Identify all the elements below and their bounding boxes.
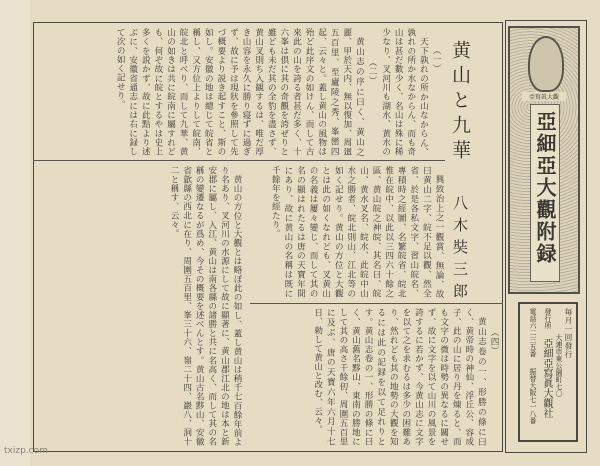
publication-title: 亞細亞大觀附録 bbox=[533, 111, 557, 265]
section-1-text bbox=[380, 28, 442, 156]
section-1-body: 天下孰れの所か山なからん、孰れの所か水なからん、而も奇山は甚だ數少く、名山は殊に稀少なり、叉河川も湖水、黄水の bbox=[380, 28, 429, 156]
section-2-text bbox=[38, 28, 378, 156]
postal-transfer: 振替大阪七一八番 bbox=[529, 368, 537, 424]
article-author: 八木奘三郎 bbox=[451, 195, 469, 305]
section-4-label: （四） bbox=[489, 328, 499, 355]
publisher-name: 亞細亞寫眞大觀社 bbox=[541, 338, 552, 418]
article-title: 黄山と九華 bbox=[449, 40, 471, 165]
lower-left-body: 黄山の方位と大觀とは略ぼ此の如し、蓋し黄山は稍千七百餘年前より名あり、叉河川の水源にして故に顯著に、黄山郡江北の地は本と新安郡に屬し、入江、黄山は南各縣の諸勝と共に名高く、而して其の名稱の變遷なるが爲め、今その概要を述べんとす。黄山古名黟山、安徽省歙縣の西北に在り、周圍五百里、峯三十六、嶺二十四、巖八、洞十二と稱す、云々。 bbox=[169, 166, 242, 446]
publication-frequency: 毎月一回發行 bbox=[564, 308, 573, 359]
publication-info-box bbox=[518, 302, 578, 442]
section-4-body: 黄山志卷の一、形勝の條に曰く、黄帝時の神仙、浮丘公、容成子、此の山に居り丹を煉ると、而も文字の微は時勢の異なるに關せず、故に文字を以て山川の風景を誇するに若かず、今黄山志に文字を以て之を求むるは多少の困難あり、然れども其の地勢の大觀を知るには此の記録を以て足れりとす。黄山志卷の一、形勝の條に曰く、黄山舊名黟山、東南の勝地にして其の高さ千餘仞、周圍五百里に及ぶ、唐の天寶六年六月十七日、勅して黄山と改む、云々。 bbox=[312, 308, 487, 446]
section-2-body: 黄山志の序に曰く、黄山之麗、甲於天内、無以復加、周廻五百里、至廬陵之秀、峯巒四起、云々と。蓋し黄山の風物は殆ど此序文の如けん、而して古來此の山を誇る者甚だ多く、十六峯は倶に其の奇觀を誇ぜりと雖ども未だ其の全豹を盡さず、黄山叉則ち入観するは、唯だ厚き山容を永久に勝り寝ずに過ぎず、故に予は現狀を參照して先づ概要より説き起すこと、斯の如し。安徽の地は總じて皖省と稱し、又方位上よりして皖南、皖北と呼べり、而して九華、黄山の如きは共に皖南に屬すれども、何ぞ故に皖とするやは史上多くを説かず、故に此點より述ぶに、安徽省通志には右に録して次の如く記せり。 bbox=[115, 28, 365, 156]
publisher-address: 大連市東公園町七〇 bbox=[555, 334, 563, 397]
dragon-ornament-icon bbox=[528, 36, 564, 92]
section-2-label: （二） bbox=[367, 58, 377, 85]
ornamental-title-box bbox=[508, 26, 580, 294]
section-4-text bbox=[250, 308, 500, 446]
section-1-label: （一） bbox=[431, 46, 441, 73]
watermark: txizp.com bbox=[4, 446, 48, 456]
divider-upper bbox=[33, 160, 445, 161]
section-3-body: 興致治上之一觀賞、無論、故曰黄山二字、皖不足以觀、然全省、於是各私文字、習山皖名、專積時之經圖、名繁皖省、皖北惟在皖中、以此以三四六十餘之區、黄山皖之神皖、其名曰、皖山、黄水叉名、皖水、此皖中山水之勝者、皖北則山、江北等の如く記せり。黄山の方位と大觀とは此の如くなれども、叉黄山の名義は屢々變じ、而して其の名の顯はれたるは唐の天寶年間にあり、故に黄山の名稱は既に千餘年を經たり。 bbox=[270, 166, 444, 298]
page-edge bbox=[0, 0, 30, 466]
title-header-label: 亞寫眞大觀 bbox=[522, 92, 566, 101]
publisher-label: 發行所 bbox=[544, 308, 552, 329]
section-3-text bbox=[250, 166, 445, 298]
lower-left-text bbox=[38, 166, 243, 446]
publisher-phone: 電話六二三五番 bbox=[529, 308, 537, 357]
title-panel bbox=[530, 104, 560, 282]
